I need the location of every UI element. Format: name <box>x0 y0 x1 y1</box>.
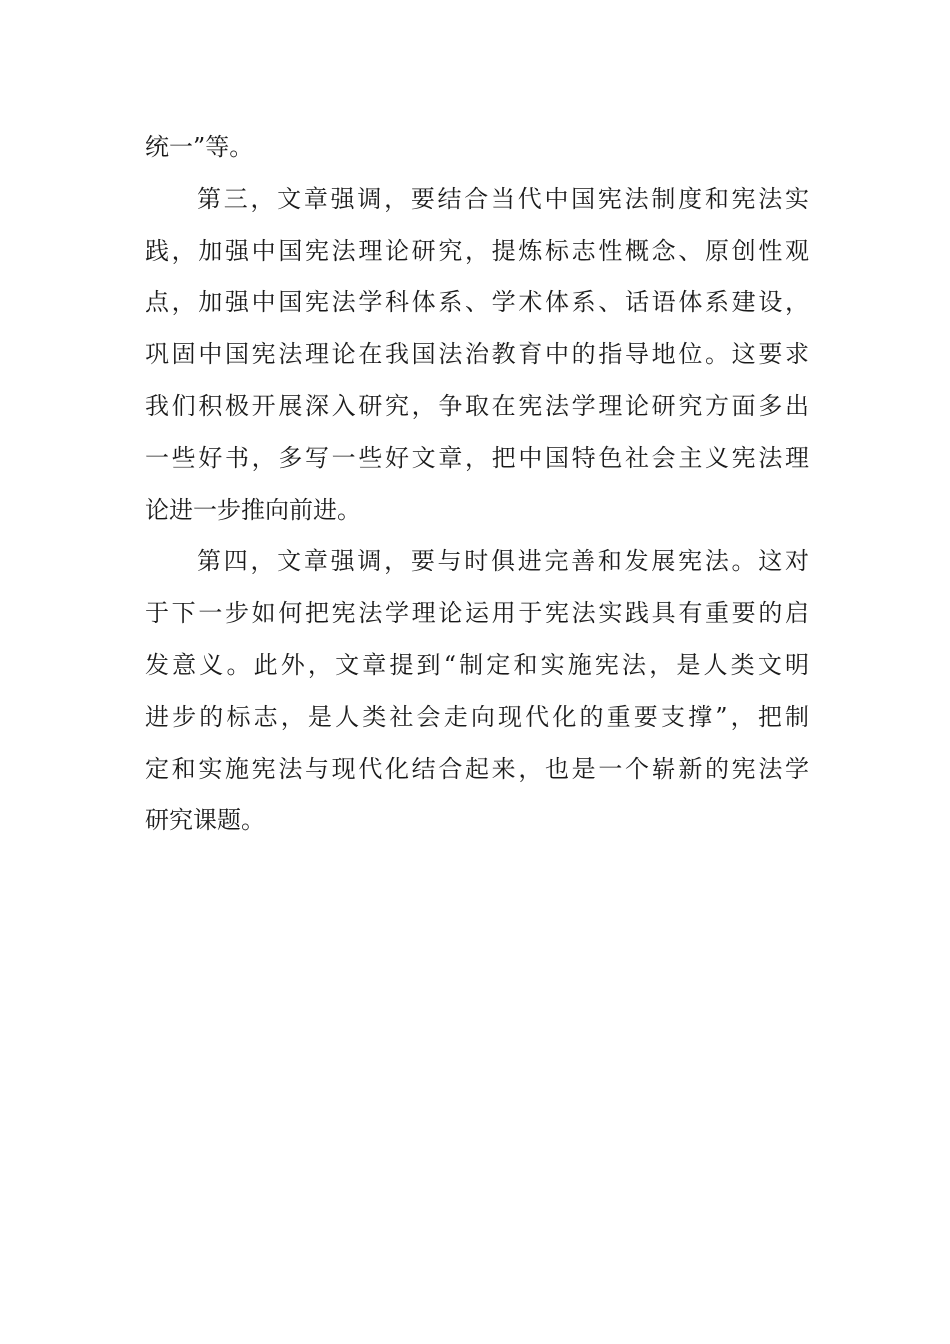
paragraph-3-first-line: 第三，文章强调，要结合当代中国宪法制度和宪法实 <box>197 184 809 213</box>
text-line: 践，加强中国宪法理论研究，提炼标志性概念、原创性观 <box>145 236 809 265</box>
text-line: 点，加强中国宪法学科体系、学术体系、话语体系建设， <box>145 288 809 317</box>
text-line: 定和实施宪法与现代化结合起来，也是一个崭新的宪法学 <box>145 754 809 783</box>
paragraph-4-first-line: 第四，文章强调，要与时俱进完善和发展宪法。这对 <box>197 547 809 576</box>
text-line: 巩固中国宪法理论在我国法治教育中的指导地位。这要求 <box>145 340 809 369</box>
text-line: 研究课题。 <box>145 806 265 835</box>
text-line: 一些好书，多写一些好文章，把中国特色社会主义宪法理 <box>145 443 809 472</box>
text-line: 统一”等。 <box>145 133 254 161</box>
document-body <box>145 122 809 847</box>
text-line: 我们积极开展深入研究，争取在宪法学理论研究方面多出 <box>145 391 809 420</box>
text-line: 进步的标志，是人类社会走向现代化的重要支撑”，把制 <box>145 702 809 731</box>
text-line: 发意义。此外，文章提到“制定和实施宪法，是人类文明 <box>145 650 809 679</box>
text-line: 论进一步推向前进。 <box>145 495 361 524</box>
text-line: 于下一步如何把宪法学理论运用于宪法实践具有重要的启 <box>145 599 809 628</box>
